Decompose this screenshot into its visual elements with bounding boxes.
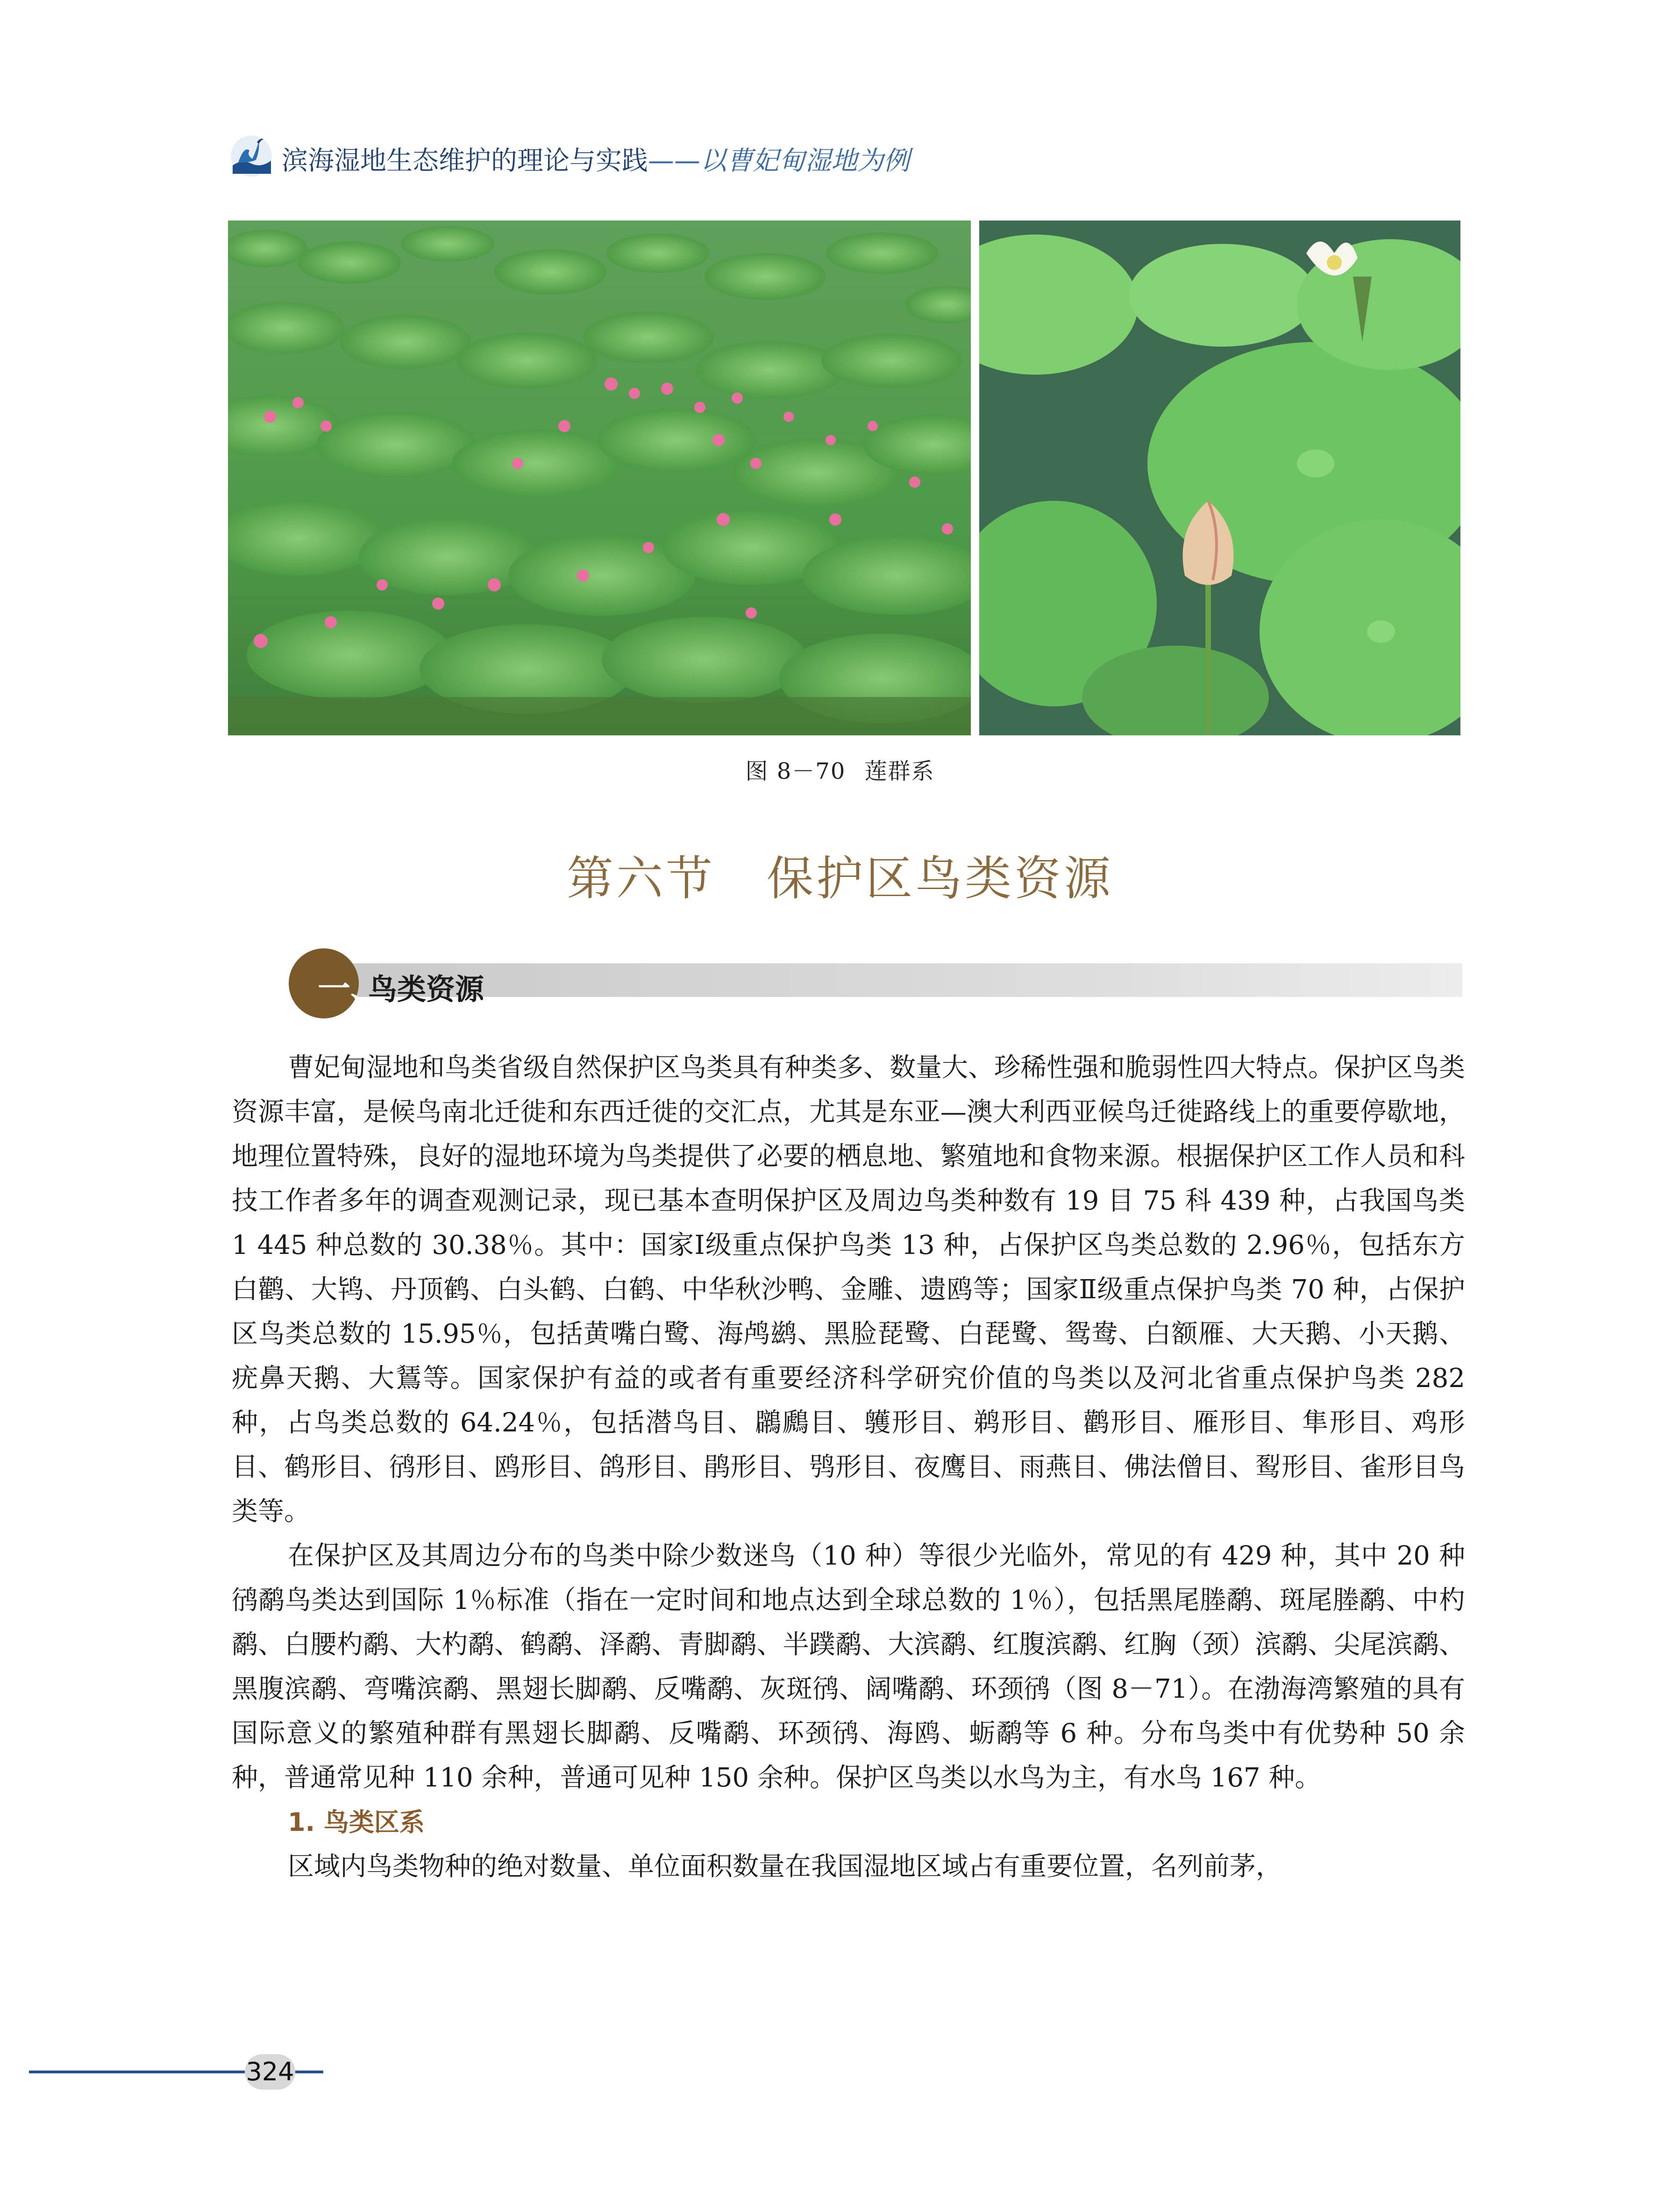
subsection-title: 鸟类资源	[368, 972, 484, 1006]
section-title: 保护区鸟类资源	[767, 851, 1113, 906]
book-title: 滨海湿地生态维护的理论与实践	[282, 146, 648, 176]
crane-logo-icon	[228, 132, 275, 178]
subheading-bird-fauna: 1. 鸟类区系	[288, 1808, 425, 1837]
footer-rule-left	[29, 2071, 245, 2073]
paragraph-2: 在保护区及其周边分布的鸟类中除少数迷鸟（10 种）等很少光临外，常见的有 429 种，其中 20 种鸻鹬鸟类达到国际 1％标准（指在一定时间和地点达到全球总数的 1％），包括黑尾塍鹬、斑尾塍鹬、中杓鹬、白腰杓鹬、大杓鹬、鹤鹬、泽鹬、青脚鹬、半蹼鹬、大滨鹬、红腹滨鹬、红胸（颈）滨鹬、尖尾滨鹬、黑腹滨鹬、弯嘴滨鹬、黑翅长脚鹬、反嘴鹬、灰斑鸻、阔嘴鹬、环颈鸻（图 8－71）。在渤海湾繁殖的具有国际意义的繁殖种群有黑翅长脚鹬、反嘴鹬、环颈鸻、海鸥、蛎鹬等 6 种。分布鸟类中有优势种 50 余种，普通常见种 110 余种，普通可见种 150 余种。保护区鸟类以水鸟为主，有水鸟 167 种。	[232, 1541, 1465, 1793]
page-number: 324	[246, 2057, 294, 2086]
figure-caption	[0, 753, 1680, 785]
paragraph-3: 区域内鸟类物种的绝对数量、单位面积数量在我国湿地区域占有重要位置，名列前茅，	[288, 1851, 1282, 1882]
section-heading	[0, 841, 1680, 908]
book-subtitle: 以曹妃甸湿地为例	[700, 146, 910, 176]
footer-rule-right	[295, 2071, 323, 2073]
paragraph-1: 曹妃甸湿地和鸟类省级自然保护区鸟类具有种类多、数量大、珍稀性强和脆弱性四大特点。保护区鸟类资源丰富，是候鸟南北迁徙和东西迁徙的交汇点，尤其是东亚—澳大利西亚候鸟迁徙路线上的重要停歇地，地理位置特殊，良好的湿地环境为鸟类提供了必要的栖息地、繁殖地和食物来源。根据保护区工作人员和科技工作者多年的调查观测记录，现已基本查明保护区及周边鸟类种数有 19 目 75 科 439 种，占我国鸟类 1 445 种总数的 30.38％。其中：国家Ⅰ级重点保护鸟类 13 种，占保护区鸟类总数的 2.96％，包括东方白鹳、大鸨、丹顶鹤、白头鹤、白鹤、中华秋沙鸭、金雕、遗鸥等；国家Ⅱ级重点保护鸟类 70 种，占保护区鸟类总数的 15.95％，包括黄嘴白鹭、海鸬鹚、黑脸琵鹭、白琵鹭、鸳鸯、白额雁、大天鹅、小天鹅、疣鼻天鹅、大鵟等。国家保护有益的或者有重要经济科学研究价值的鸟类以及河北省重点保护鸟类 282 种，占鸟类总数的 64.24％，包括潜鸟目、鸊鷉目、鹱形目、鹈形目、鹳形目、雁形目、隼形目、鸡形目、鹤形目、鸻形目、鸥形目、鸽形目、鹃形目、鸮形目、夜鹰目、雨燕目、佛法僧目、䴕形目、雀形目鸟类等。	[232, 1053, 1465, 1527]
subsection-number: 一、	[318, 969, 383, 1008]
section-number: 第六节	[567, 851, 715, 906]
figure-number: 图 8－70	[745, 758, 846, 784]
body-text	[232, 1046, 1465, 1889]
running-header	[228, 132, 1022, 183]
header-title	[282, 140, 910, 178]
figure-title: 莲群系	[864, 758, 935, 784]
header-dash: ——	[648, 146, 700, 176]
lotus-bud-photo	[979, 221, 1460, 735]
subsection-bar	[321, 963, 1462, 997]
lotus-field-photo	[228, 221, 971, 735]
subsection-banner	[289, 948, 1462, 1009]
